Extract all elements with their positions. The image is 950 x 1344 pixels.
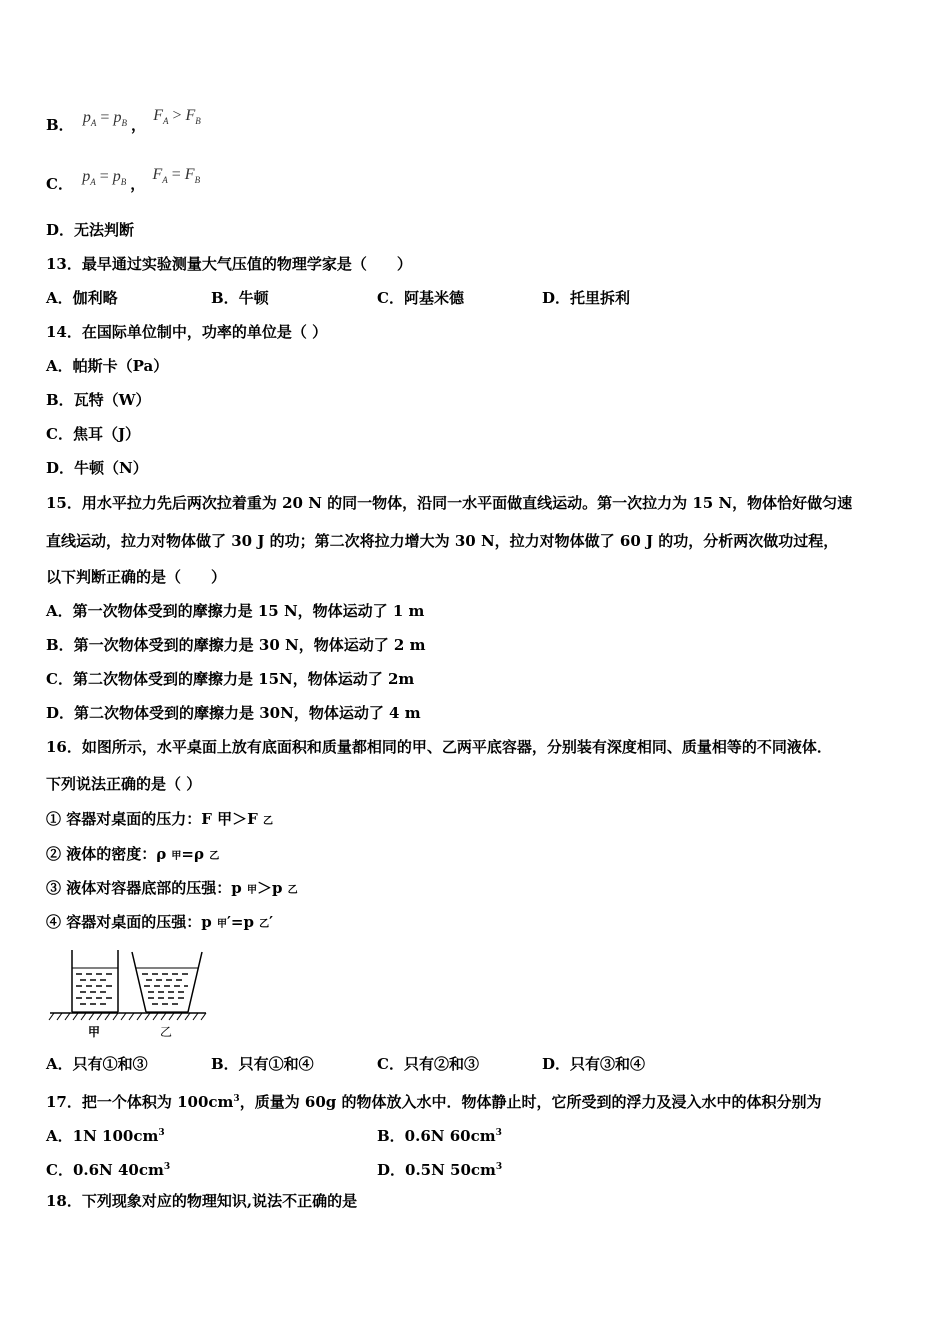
- q12-option-d: D．无法判断: [46, 221, 135, 239]
- figure-label-yi: 乙: [160, 1025, 173, 1039]
- q17-stem: 17．把一个体积为 $100cm^3$，质量为 60g 的物体放入水中．物体静止时，它所受到的浮力及浸入水中的体积分别为: [46, 1093, 822, 1111]
- q16-option-a: A．只有①和③: [46, 1055, 148, 1073]
- q14-option-a: A．帕斯卡（Pa）: [46, 357, 169, 375]
- q16-option-d: D．只有③和④: [542, 1055, 646, 1073]
- q18-stem: 18．下列现象对应的物理知识,说法不正确的是: [46, 1192, 358, 1210]
- q12-c-formula: $p_A = p_B$: [82, 168, 127, 188]
- q16-statement-2: ② 液体的密度：ρ 甲=ρ 乙: [46, 845, 220, 863]
- q14-option-c: C．焦耳（J）: [46, 425, 141, 443]
- q12-b-formula: $p_A = p_B$: [82, 109, 127, 129]
- q16-option-c: C．只有②和③: [377, 1055, 479, 1073]
- q15-stem-line2: 直线运动，拉力对物体做了 30 J 的功；第二次将拉力增大为 30 N，拉力对物体做了 60 J 的功，分析两次做功过程，: [46, 532, 839, 550]
- q16-statement-4: ④ 容器对桌面的压强：p 甲′=p 乙′: [46, 913, 274, 931]
- containers-diagram: [46, 946, 212, 1042]
- q16-statement-3: ③ 液体对容器底部的压强：p 甲＞p 乙: [46, 879, 298, 897]
- q15-option-d: D．第二次物体受到的摩擦力是 30N，物体运动了 4 m: [46, 704, 421, 722]
- q15-stem-line1: 15．用水平拉力先后两次拉着重为 20 N 的同一物体，沿同一水平面做直线运动。第一次拉力为 15 N，物体恰好做匀速: [46, 494, 853, 512]
- q16-stem-line1: 16．如图所示，水平桌面上放有底面积和质量都相同的甲、乙两平底容器，分别装有深度相同、质量相等的不同液体．: [46, 738, 832, 756]
- q13-option-c: C．阿基米德: [377, 289, 464, 307]
- q13-option-a: A．伽利略: [46, 289, 118, 307]
- q16-stem-line2: 下列说法正确的是（ ）: [46, 775, 202, 793]
- q16-container-figure: [46, 946, 212, 1042]
- q17-option-a: A．1N $100cm^3$: [46, 1127, 165, 1145]
- q17-option-b: B．0.6N $60cm^3$: [377, 1127, 502, 1145]
- q15-stem-line3: 以下判断正确的是（ ）: [46, 568, 227, 586]
- figure-label-jia: 甲: [88, 1025, 101, 1039]
- q12-b-formula-2: $F_A > F_B$: [153, 107, 201, 127]
- q15-option-c: C．第二次物体受到的摩擦力是 15N，物体运动了 2m: [46, 670, 415, 688]
- q14-stem: 14．在国际单位制中，功率的单位是（ ）: [46, 323, 328, 341]
- q16-statement-1: ① 容器对桌面的压力：F 甲＞F 乙: [46, 810, 273, 828]
- q12-c-formula-2: $F_A = F_B$: [152, 166, 201, 186]
- q16-option-b: B．只有①和④: [211, 1055, 314, 1073]
- q15-option-b: B．第一次物体受到的摩擦力是 30 N，物体运动了 2 m: [46, 636, 426, 654]
- q14-option-d: D．牛顿（N）: [46, 459, 148, 477]
- q15-option-a: A．第一次物体受到的摩擦力是 15 N，物体运动了 1 m: [46, 602, 425, 620]
- q13-option-d: D．托里拆利: [542, 289, 631, 307]
- q14-option-b: B．瓦特（W）: [46, 391, 151, 409]
- q13-stem: 13．最早通过实验测量大气压值的物理学家是（ ）: [46, 255, 412, 273]
- q13-option-b: B．牛顿: [211, 289, 269, 307]
- q17-option-d: D．0.5N $50cm^3$: [377, 1161, 503, 1179]
- q17-option-c: C．0.6N $40cm^3$: [46, 1161, 171, 1179]
- q12-option-c: C． $p_A = p_B$ ， $F_A = F_B$: [46, 166, 201, 193]
- q12-option-b: B． $p_A = p_B$ ， $F_A > F_B$: [46, 107, 201, 134]
